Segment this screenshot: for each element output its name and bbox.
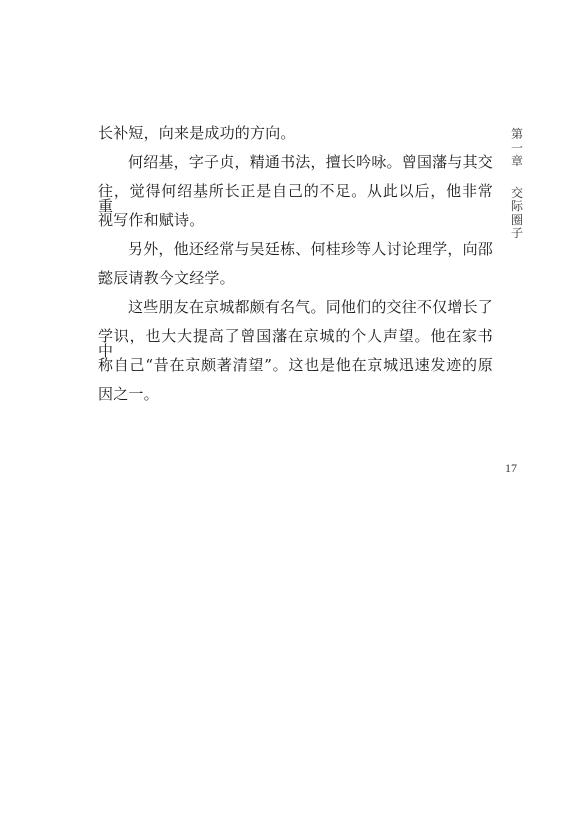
text-line: 懿辰请教今文经学。 <box>98 269 235 287</box>
chapter-char: 第 <box>510 127 523 141</box>
title-char: 圈 <box>510 212 523 227</box>
text-line: 长补短，向来是成功的方向。 <box>98 124 296 142</box>
text-line: 称自己“昔在京颇著清望”。这也是他在京城迅速发迹的原 <box>98 356 493 374</box>
title-char: 际 <box>510 199 523 213</box>
title-char: 交 <box>510 185 523 200</box>
text-line: 往，觉得何绍基所长正是自己的不足。从此以后，他非常重 <box>98 182 493 215</box>
text-line: 另外，他还经常与吴廷栋、何桂珍等人讨论理学，向邵 <box>128 240 493 258</box>
page-number: 17 <box>505 461 517 475</box>
running-head <box>509 128 525 241</box>
text-line: 学识，也大大提高了曾国藩在京城的个人声望。他在家书中 <box>98 327 493 360</box>
text-line: 视写作和赋诗。 <box>98 211 205 229</box>
title-char: 子 <box>510 226 523 240</box>
running-head-gap <box>509 169 525 187</box>
text-line: 因之一。 <box>98 385 159 403</box>
chapter-char: 一 <box>510 140 523 155</box>
text-line: 这些朋友在京城都颇有名气。同他们的交往不仅增长了 <box>128 298 493 316</box>
chapter-char: 章 <box>510 154 523 168</box>
body-text <box>98 126 498 416</box>
text-line: 何绍基，字子贞，精通书法，擅长吟咏。曾国藩与其交 <box>128 153 493 171</box>
